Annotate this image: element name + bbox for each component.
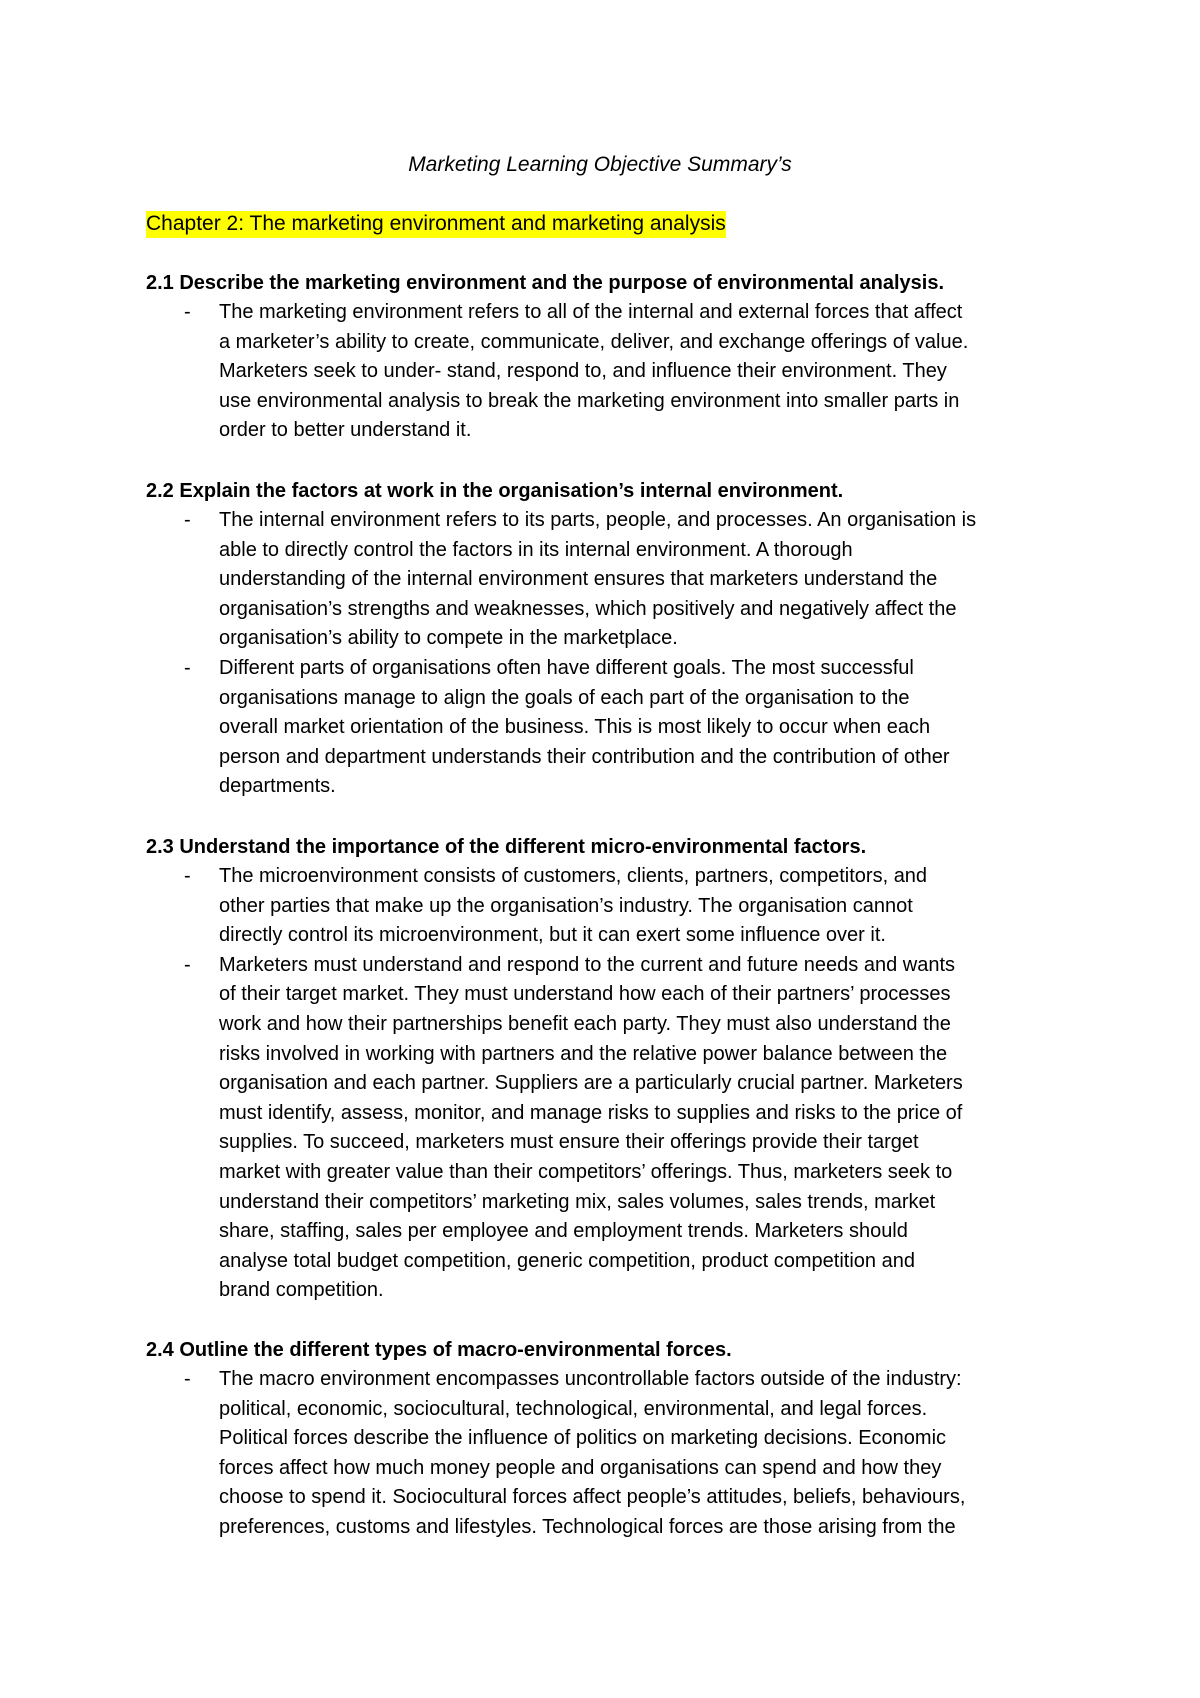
text-line: person and department understands their contribution and the contribution of other <box>219 745 950 768</box>
section-2-2 <box>146 476 1086 802</box>
section-heading: 2.3 Understand the importance of the different micro-environmental factors. <box>146 836 867 858</box>
bullet-dash: - <box>184 865 191 887</box>
bullet-item <box>146 654 1086 802</box>
chapter-heading <box>146 209 726 239</box>
text-line: other parties that make up the organisation’s industry. The organisation cannot <box>219 894 913 917</box>
text-line: organisation and each partner. Suppliers are a particularly crucial partner. Marketers <box>219 1072 963 1095</box>
bullet-list <box>146 298 1086 446</box>
bullet-dash: - <box>184 1368 191 1390</box>
text-line: order to better understand it. <box>219 419 472 442</box>
text-line: must identify, assess, monitor, and manage risks to supplies and risks to the price of <box>219 1101 963 1124</box>
document-title: Marketing Learning Objective Summary’s <box>408 153 792 176</box>
text-line: choose to spend it. Sociocultural forces affect people’s attitudes, beliefs, behaviours, <box>219 1486 966 1509</box>
text-line: able to directly control the factors in its internal environment. A thorough <box>219 538 853 561</box>
bullet-item <box>146 298 1086 446</box>
text-line: analyse total budget competition, generic competition, product competition and <box>219 1249 915 1272</box>
text-line: The microenvironment consists of customers, clients, partners, competitors, and <box>219 865 928 887</box>
text-line: share, staffing, sales per employee and employment trends. Marketers should <box>219 1220 908 1243</box>
section-heading: 2.1 Describe the marketing environment and the purpose of environmental analysis. <box>146 272 944 294</box>
text-line: use environmental analysis to break the marketing environment into smaller parts in <box>219 389 960 412</box>
text-line: Marketers must understand and respond to the current and future needs and wants <box>219 953 955 976</box>
text-line: Marketers seek to under- stand, respond to, and influence their environment. They <box>219 360 947 383</box>
text-line: of their target market. They must understand how each of their partners’ processes <box>219 983 951 1006</box>
text-line: risks involved in working with partners and the relative power balance between the <box>219 1042 948 1065</box>
bullet-list <box>146 862 1086 1306</box>
text-line: political, economic, sociocultural, technological, environmental, and legal forces. <box>219 1397 928 1420</box>
bullet-item <box>146 1365 1086 1543</box>
section-heading: 2.2 Explain the factors at work in the organisation’s internal environment. <box>146 480 844 502</box>
text-line: work and how their partnerships benefit each party. They must also understand the <box>219 1012 951 1035</box>
text-line: The marketing environment refers to all of the internal and external forces that affect <box>219 301 963 323</box>
section-2-1 <box>146 268 1086 446</box>
text-line: understanding of the internal environment ensures that marketers understand the <box>219 568 938 591</box>
text-line: a marketer’s ability to create, communicate, deliver, and exchange offerings of value. <box>219 330 969 353</box>
text-line: supplies. To succeed, marketers must ensure their offerings provide their target <box>219 1131 919 1154</box>
text-line: understand their competitors’ marketing mix, sales volumes, sales trends, market <box>219 1190 936 1213</box>
section-heading: 2.4 Outline the different types of macro-environmental forces. <box>146 1339 732 1361</box>
text-line: preferences, customs and lifestyles. Technological forces are those arising from the <box>219 1515 956 1538</box>
text-line: market with greater value than their competitors’ offerings. Thus, marketers seek to <box>219 1160 953 1183</box>
bullet-item <box>146 862 1086 951</box>
bullet-item <box>146 951 1086 1306</box>
bullet-list <box>146 506 1086 802</box>
text-line: organisation’s ability to compete in the marketplace. <box>219 627 678 650</box>
text-line: The macro environment encompasses uncontrollable factors outside of the industry: <box>219 1368 962 1390</box>
text-line: directly control its microenvironment, but it can exert some influence over it. <box>219 924 886 947</box>
bullet-dash: - <box>184 953 191 976</box>
bullet-item <box>146 506 1086 654</box>
text-line: organisation’s strengths and weaknesses, which positively and negatively affect the <box>219 597 957 620</box>
bullet-list <box>146 1365 1086 1543</box>
text-line: forces affect how much money people and organisations can spend and how they <box>219 1456 942 1479</box>
text-line: overall market orientation of the business. This is most likely to occur when each <box>219 716 931 739</box>
section-2-4 <box>146 1335 1086 1543</box>
text-line: departments. <box>219 775 336 798</box>
chapter-heading-highlight: Chapter 2: The marketing environment and marketing analysis <box>146 211 726 238</box>
bullet-dash: - <box>184 656 191 679</box>
text-line: brand competition. <box>219 1279 384 1302</box>
section-2-3 <box>146 832 1086 1306</box>
bullet-dash: - <box>184 509 191 531</box>
text-line: Political forces describe the influence of politics on marketing decisions. Economic <box>219 1427 947 1450</box>
text-line: The internal environment refers to its parts, people, and processes. An organisation is <box>219 509 977 531</box>
text-line: organisations manage to align the goals of each part of the organisation to the <box>219 686 910 709</box>
text-line: Different parts of organisations often have different goals. The most successful <box>219 656 914 679</box>
bullet-dash: - <box>184 301 191 323</box>
